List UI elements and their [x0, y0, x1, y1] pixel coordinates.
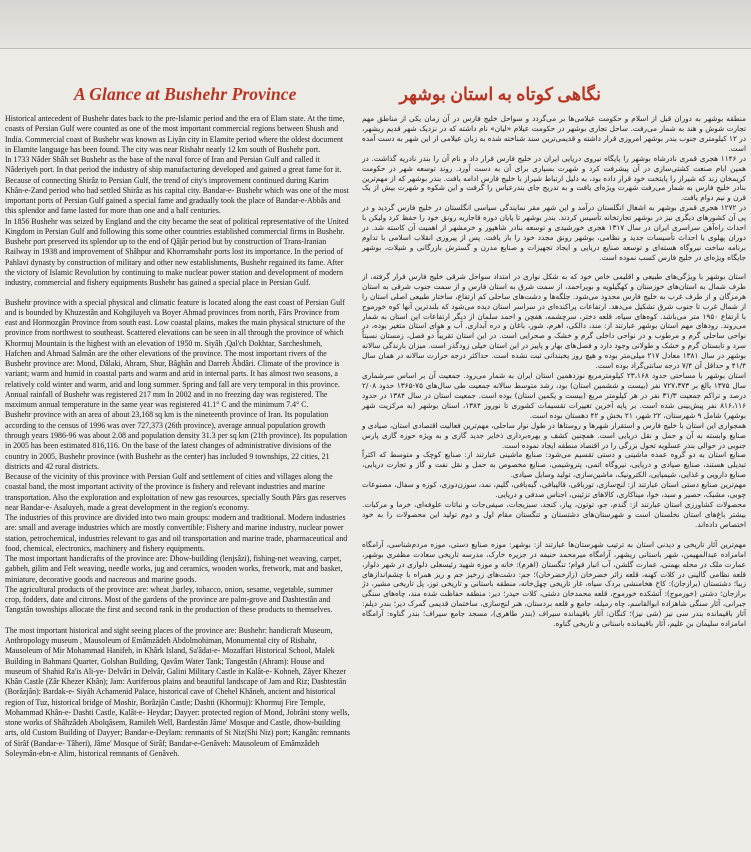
persian-paragraph-nader-shah: در ۱۱۴۶ هجری قمری نادرشاه بوشهر را پایگاه نیروی دریایی ایران در خلیج فارس قرار داد و نام آن را بندر نادریه گذاشت. در همین ایام صنعت کشتی‌سازی در آن پیشرفت کرد و شهرت بسیاری برای آن به دست آورد. روند توسعه شهر در حکومت کریمخان زند که شیراز را پایتخت خود قرار داده بود، به دلیل ارتباط شیراز با خلیج فارس ادامه یافت. بندر بوشهر که از مهم‌ترین بنادر خلیج فارس به شمار می‌رفت شهرت ویژه‌ای یافت و به تدریج جای بندرعباس را گرفت و این شکوه و شهرت بیش از یک قرن و نیم دوام یافت.	[362, 153, 747, 203]
english-paragraph-economy: Because of the vicinity of this province with Persian Gulf and settlement of cities and villages along the coastal band, the most important activity of the province is fishery and relevant industries and marine transportation. Also the exploration and exploitation of new gas resources, specially South Pârs gas reserves near Bandar-e- Asaluyeh, made a great development in the region's economy.	[5, 472, 346, 512]
english-paragraph-agriculture: The agricultural products of the province are: wheat ,barley, tobacco, onion, sesame, vegetable, summer crop, fodders, date and citrons. Most of the gardens of the province are palm-grove and Dashtestân and Tangstân townships allocate the first and second rank in the production of these products to themselves.	[5, 584, 333, 615]
persian-paragraph-england: در ۱۲۷۲ هجری قمری بوشهر به اشغال انگلستان درآمد و این شهر مقر نمایندگی سیاسی انگلستان در خلیج فارس گردید و در پی آن کشورهای دیگری نیز در بوشهر تجارتخانه تأسیس کردند. بندر بوشهر تا پایان دوره قاجاریه رونق خود را حفظ کرد ولیکن با احداث راه‌آهن سراسری ایران در سال ۱۳۱۷ هجری خورشیدی و توسعه بنادر شاهپور و خرمشهر از اهمیت آن کاسته شد. در دوران پهلوی با احداث تأسیسات جدید و نظامی، بوشهر رونق مجدد خود را باز یافت. پس از پیروزی انقلاب اسلامی با تداوم برنامه ساخت نیروگاه هسته‌ای و توسعه صنایع دریایی و ایجاد تجهیزات و صنایع مدرن و گسترش بازرگانی و شیلات، بوشهر جایگاه ویژه‌ای در خلیج فارس کسب نموده است.	[362, 203, 747, 262]
persian-paragraph-sights: مهم‌ترین آثار تاریخی و دیدنی استان به ترتیب شهرستان‌ها عبارتند از: بوشهر: موزه صنایع دستی، موزه مردم‌شناسی، آرامگاه امامزاده عبدالمهیمن، شهر باستانی ریشهر، آرامگاه میرمحمد حنیفه در جزیره خارک، مدرسه تاریخی سعادت مظفری بوشهر، عمارت ملک در محله بهمنی، عمارت گلشن، آب انبار قوام؛ تنگستان (اهرم): خانه و موزه شهید رئیسعلی دلواری در شهر دلوار، قلعه نظامی گالینی در کلات کهنه، قلعه زائر خضرخان (زارخضرخان)؛ جم: دشت‌های زرخیز جم و ریز همراه با چشم‌اندازهای زیبا؛ دشتستان (برازجان): کاخ هخامنشی بردک سیاه، غار تاریخی چهل‌خانه، منطقه باستانی و تاریخی توز، پل تاریخی مشیر، دژ برازجان؛ دشتی (خورموج): آتشکده خورموج، قلعه محمدخان دشتی، کلات حیدر؛ دیر: منطقه حفاظت شده مند، چاه‌های سنگی جبرانی، آثار سنگی شاهزاده ابوالقاسم، چاه رمیله، جامع و قلعه بردستان، هنر لنج‌سازی، ساختمان قدیمی گمرک دیر؛ بندر دیلم: آثار باقیمانده بندر سی نیز (شی نیز)؛ کنگان: آثار باقیمانده سیراف (بندر طاهری)، مسجد جامع سیراف؛ بندر گناوه: آرامگاه امامزاده سلیمان بن علیم، آثار باقیمانده باستانی و تاریخی گناوه.	[362, 539, 746, 629]
persian-paragraph-economy: همجواری این استان با خلیج فارس و استقرار شهرها و روستاها در طول نوار ساحلی، مهم‌ترین فعالیت اقتصادی استان، صیادی و صنایع وابسته به آن و حمل و نقل دریایی است. همچنین کشف و بهره‌برداری ذخایر جدید گازی و به ویژه حوزه گازی پارس جنوبی در حوالی بندر عسلویه تحول بزرگی را در اقتصاد منطقه ایجاد نموده است.	[362, 420, 746, 450]
english-paragraph-history: Historical antecedent of Bushehr dates back to the pre-Islamic period and the era of Elam state. At the time, coasts of Persian Gulf were counted as one of the most important commercial regions between Shush and India. Commercial coast of Bushehr was known as Liyân city in Elamite period where the oldest document in Elamite language has been found. The city was near Rishahr nearly 12 km south of Bushehr port.	[5, 114, 345, 154]
english-text-column	[5, 114, 350, 759]
english-paragraph-geography: Bushehr province with a special physical and climatic feature is located along the east coast of Persian Gulf and is bounded by Khuzestân and Kohgiluyeh va Boyer Ahmad provinces from north, Fârs Province from east and Hormozgân Province from south east. Low coastal plains, makes the main physical structure of the province from northwest to southeast. Scattered elevations can be seen in all through the province of which Khormuj Mountain is the highest with an elevation of 1950 m. Siyâh ,Qal'ch Dokhtar, Sarcheshmeh, Hafchen and Ahmad Salmân are the other elevations of the province. The most important rivers of the Bushehr province are: Mond, Dâlaki, Ahram, Shur, Bâghân and Darreh Âbdâri. Climate of the province is variant; warm and humid in coastal parts and warm and arid in internal parts. It has almost two seasons, a relatively cold winter and warm, arid and long summer. Spring and fall are very temporal in this province. Annual rainfall of Bushehr was registered 217 mm In 2002 and in no freezing day was registered. The maximum annual temperature in the same year was registered 41.1° C and the minimum 7.4° C.	[5, 297, 346, 410]
english-paragraph-sights: The most important historical and sight seeing places of the province are: Bushehr: handicraft Museum, Anthropology museum , Mausoleum of Emâmzâdeh Abdolmohiman, Monumental city of Rishahr, Mausoleum of Mir Mohammad Hanifeh, in Khârk Island, Sa'âdat-e- Mozaffari Historical School, Malek Building in Bahmani Quarter, Golshan Building, Qavâm Water Tank; Tangestân (Ahram): House and museum of Shahid Ra'is Ali-ye- Delvâri in Delvâr, Galini Military Castle in Kalât-e- Kohneh, Zâyer Khezer Khân Castle (Zâr Khezer Khân); Jam: Auriferous plains and beautiful landscape of Jam and Riz; Dashtestân (Borâzjân): Bardak-e- Siyâh Achamenid Palace, historical cave of Chehel Khâneh, ancient and historical region of Tuz, historical bridge of Moshir, Borâzjân Castle; Dashti (Khormuj): Khormuj Fire Temple, Mohammad Khân-e- Dashti Castle, Kalât-e- Heydar; Dayyer: protected region of Mond, Jobrâni stony wells, stone works of Shâhzâdeh Abolqâsem, Ramileh Well, Bardestân Jâme' Mosque and Castle, dhow-building arts, old Custom Building of Dayyer; Bandar-e-Deylam: remnants of Si Niz(Shi Niz) port; Kangân: remnants of Sirâf (Bandar-e- Tâheri), Jâme' Mosque of Sirâf; Bandar-e-Genâveh: Mausoleum of Emâmzâdeh Soleymân-ebn-e Alim, historical remnants of Genâveh.	[5, 625, 350, 758]
page-top-band	[0, 0, 751, 49]
persian-paragraph-industries: صنایع استان به دو گروه عمده ماشینی و دستی تقسیم می‌شود: صنایع ماشینی عبارتند از: صنایع کوچک و متوسط که اکثراً تبدیلی هستند، صنایع صیادی و دریایی، نیروگاه اتمی، پتروشیمی، صنایع مخصوص به حمل و نقل نفت و گاز و تجارت دریایی، صنایع دارویی و غذایی، شیمیایی، الکترونیک، ماشین‌سازی، تولید وسایل صیادی.	[362, 450, 746, 480]
persian-paragraph-agriculture: محصولات کشاورزی استان عبارتند از: گندم، جو، توتون، پیاز، کنجد، سبزیجات، صیفی‌جات و نباتات علوفه‌ای، خرما و مرکبات. بیشتر باغ‌های استان نخلستان است و شهرستان‌های دشتستان و تنگستان مقام اول و دوم تولید این محصولات را به خود اختصاص داده‌اند.	[362, 500, 746, 529]
persian-paragraph-population: استان بوشهر با مساحتی حدود ۲۳،۱۶۸ کیلومترمربع نوزدهمین استان ایران به شمار می‌رود. جمعیت آن بر اساس سرشماری سال ۱۳۷۵ بالغ بر ۷۲۷،۳۷۳ نفر (بیست و ششمین استان) بود، رشد متوسط سالانه جمعیت طی سال‌های ۷۵-۱۳۶۵ حدود ۲/۰۸ درصد و تراکم جمعیت ۳۱/۳ نفر در هر کیلومتر مربع (بیست و یکمین استان) بوده است. جمعیت استان در سال ۱۳۸۴ در حدود ۸۱۶،۱۱۶ نفر پیش‌بینی شده است. بر پایه آخرین تغییرات تقسیمات کشوری تا نوروز ۱۳۸۴، استان بوشهر (به مرکزیت شهر بوشهر) شامل ۹ شهرستان، ۲۲ شهر، ۲۱ بخش و ۴۲ دهستان بوده است.	[362, 371, 746, 420]
english-heading: A Glance at Bushehr Province	[74, 84, 297, 104]
persian-heading: نگاهی کوتاه به استان بوشهر	[399, 84, 601, 104]
persian-paragraph-history: منطقه بوشهر به دوران قبل از اسلام و حکومت عیلامی‌ها بر می‌گردد و سواحل خلیج فارس در آن زمان یکی از مناطق مهم تجارت شوش و هند به شمار می‌رفت. ساحل تجاری بوشهر در حکومت عیلام «لیان» نام داشته که در نزدیک شهر قدیم ریشهر، در ۱۲ کیلومتری جنوب بندر بوشهر امروزی قرار داشته و قدیمی‌ترین سند شناخته شده به زبان عیلامی از این شهر به دست آمده است.	[362, 114, 746, 153]
persian-paragraph-geography: استان بوشهر با ویژگی‌های طبیعی و اقلیمی خاص خود که به شکل نواری در امتداد سواحل شرقی خلیج فارس قرار گرفته، از طرف شمال به استان‌های خوزستان و کهگیلویه و بویراحمد، از سمت شرق به استان فارس و از سمت جنوب شرقی به استان هرمزگان و از طرف غرب به خلیج فارس محدود می‌شود. جلگه‌ها و دشت‌های ساحلی کم ارتفاع، ساختار طبیعی اصلی استان را از شمال غرب تا جنوب شرق تشکیل می‌دهد. ارتفاعات پراکنده‌ای در سراسر استان دیده می‌شود که بلندترین آنها کوه خورموج با ارتفاع ۱۹۵۰ متر می‌باشد. کوه‌های سیاه، قلعه دختر، سرچشمه، هفچن و احمد سلمان از دیگر ارتفاعات این استان به شمار می‌روند. رودهای مهم استان بوشهر عبارتند از: مند، دالکی، اهرم، شور، باغان و دره آبداری. آب و هوای استان متغیر بوده، در نواحی ساحلی گرم و مرطوب و در نواحی داخلی گرم و خشک و صحرایی است. در این استان تقریباً دو فصل، زمستان نسبتاً سرد و تابستان گرم و خشک و طولانی وجود دارد و فصل‌های بهار و پاییز در این استان خیلی زودگذر است. میزان بارندگی سالانه بوشهر در سال ۱۳۸۱ معادل ۲۱۷ میلی‌متر بوده و هیچ روز یخبندانی ثبت نشده است. حداکثر درجه حرارت سالانه در همان سال ۴۱/۴ و حداقل آن ۷/۴ درجه سانتی‌گراد بوده است.	[362, 271, 746, 371]
persian-paragraph-handicrafts: مهم‌ترین صنایع دستی استان عبارتند از: لنج‌سازی، تورباقی، قالیبافی، گبه‌بافی، گلیم، نمد، سوزن‌دوزی، کوزه و سفال، مصنوعات چوبی، مشبک، حصیر و سبد، خوا، میناکاری، کالاهای تزئینی، اجناس صدفی و دریایی.	[362, 480, 746, 500]
english-paragraph-handicrafts: The most important handicrafts of the province are: Dhow-building (lenjsâzi), fishing-net weaving, carpet, gabbeh, gilim and Felt weaving, needle works, jug and ceramics, wooden works, fretwork, mat and basket, miniature, decorative goods and nacreous and marine goods.	[5, 554, 343, 584]
persian-text-column	[362, 114, 746, 629]
english-paragraph-population: Bushehr province with an area of about 23,168 sq km is the nineteenth province of Iran. Its population according to the census of 1996 was over 727,373 (26th province), average annual population growth through years 1986-96 was about 2.08 and population density 31.3 per sq km (21th province). Its population in 2005 has been estimated 816,116. On the base of the latest changes of administrative divisions of the country in 2005, Bushehr province (with Bushehr as the center) has included 9 townships, 22 cities, 21 districts and 42 rural districts.	[5, 410, 348, 471]
english-paragraph-industries: The industries of this province are divided into two main groups: modern and traditional. Modern industries are: small and average industries which are mostly convertible: Fishery and marine industry, nuclear power station, petrochemical, industries relevant to gas and oil transportation and marine trade, pharmaceutical and food, chemical, electronics, machinery and fishery equipments.	[5, 513, 348, 553]
english-paragraph-nader-shah: In 1733 Nâder Shâh set Bushehr as the base of the naval force of Iran and Persian Gulf and called it Nâderiyeh port. In that period the industry of ship manufacturing developed and gained a great fame for it. Because of connecting Shirâz to Persian Gulf, the trend of city's improvement continued during Karim Khân-e-Zand period who had settled Shirâz as his capital city. Bandar-e- Bushehr which was one of the most important ports of Persian Gulf gained a special fame and gradually took the place of Bandar-e-Abbâs and this splendor and fame lasted for more than one and a half centuries.	[5, 155, 349, 216]
english-paragraph-england: In 1856 Bushehr was seized by England and the city became the seat of political representative of the United Kingdom in Persian Gulf and following this some other countries established commercial firms in Bushehr. Bushehr port preserved its splendor up to the end of Qâjâr period but by construction of Trans-Iranian Railway in 1938 and improvement of Shâhpur and Khorramshahr ports lost its importance. In the period of Pahlavi dynasty by construction of military and other new establishments, Bushehr regained its fame. After the victory of Islamic Revolution by continuing to make nuclear power station and development of modern industry, commercial and fishery equipments Bushehr has gained a special place in Persian Gulf.	[5, 216, 349, 288]
